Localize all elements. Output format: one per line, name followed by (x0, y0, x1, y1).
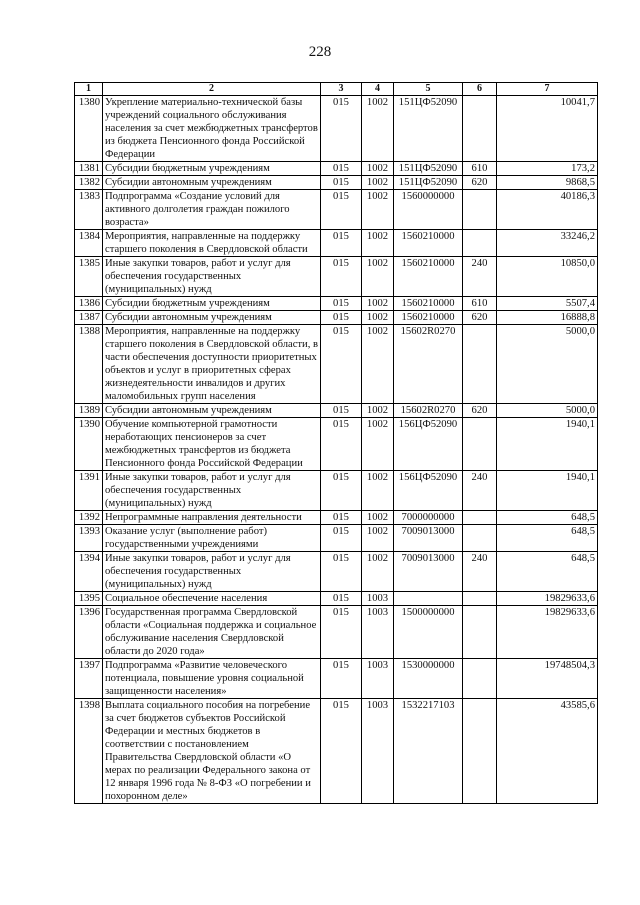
section-code: 1002 (362, 404, 394, 418)
expense-type-code (463, 325, 497, 404)
amount: 648,5 (497, 552, 598, 592)
section-code: 1002 (362, 471, 394, 511)
row-description: Обучение компьютерной грамотности неработающих пенсионеров за счет межбюджетных трансфертов из бюджета Пенсионного фонда Российской Федерации (103, 418, 321, 471)
target-article-code: 156ЦФ52090 (394, 418, 463, 471)
row-number: 1391 (75, 471, 103, 511)
expense-type-code: 240 (463, 552, 497, 592)
section-code: 1002 (362, 418, 394, 471)
ministry-code: 015 (321, 176, 362, 190)
target-article-code: 15602R0270 (394, 325, 463, 404)
target-article-code: 151ЦФ52090 (394, 162, 463, 176)
row-number: 1390 (75, 418, 103, 471)
section-code: 1002 (362, 257, 394, 297)
ministry-code: 015 (321, 311, 362, 325)
table-row (75, 404, 598, 418)
ministry-code: 015 (321, 592, 362, 606)
ministry-code: 015 (321, 418, 362, 471)
section-code: 1002 (362, 511, 394, 525)
ministry-code: 015 (321, 471, 362, 511)
ministry-code: 015 (321, 257, 362, 297)
expense-type-code (463, 525, 497, 552)
section-code: 1002 (362, 96, 394, 162)
ministry-code: 015 (321, 190, 362, 230)
expense-type-code (463, 96, 497, 162)
amount: 10850,0 (497, 257, 598, 297)
row-number: 1394 (75, 552, 103, 592)
amount: 648,5 (497, 511, 598, 525)
table-row (75, 325, 598, 404)
row-number: 1398 (75, 699, 103, 804)
amount: 1940,1 (497, 471, 598, 511)
target-article-code: 1560210000 (394, 230, 463, 257)
table-row (75, 699, 598, 804)
table-body (75, 96, 598, 804)
table-row (75, 230, 598, 257)
amount: 19829633,6 (497, 592, 598, 606)
ministry-code: 015 (321, 606, 362, 659)
table-row (75, 176, 598, 190)
column-header: 2 (103, 83, 321, 96)
row-description: Иные закупки товаров, работ и услуг для обеспечения государственных (муниципальных) нужд (103, 471, 321, 511)
table-row (75, 606, 598, 659)
target-article-code: 1560000000 (394, 190, 463, 230)
ministry-code: 015 (321, 297, 362, 311)
amount: 5000,0 (497, 404, 598, 418)
amount: 173,2 (497, 162, 598, 176)
column-header: 1 (75, 83, 103, 96)
row-description: Подпрограмма «Развитие человеческого потенциала, повышение уровня социальной защищенности населения» (103, 659, 321, 699)
expense-type-code: 240 (463, 257, 497, 297)
amount: 40186,3 (497, 190, 598, 230)
expense-type-code (463, 190, 497, 230)
table-row (75, 297, 598, 311)
expense-type-code: 620 (463, 404, 497, 418)
target-article-code: 1560210000 (394, 311, 463, 325)
row-description: Оказание услуг (выполнение работ) государственными учреждениями (103, 525, 321, 552)
ministry-code: 015 (321, 404, 362, 418)
row-description: Социальное обеспечение населения (103, 592, 321, 606)
table-row (75, 471, 598, 511)
target-article-code: 1530000000 (394, 659, 463, 699)
table-row (75, 418, 598, 471)
table-header-row (75, 83, 598, 96)
page-number: 228 (308, 44, 332, 60)
section-code: 1003 (362, 606, 394, 659)
section-code: 1002 (362, 525, 394, 552)
ministry-code: 015 (321, 325, 362, 404)
row-number: 1388 (75, 325, 103, 404)
ministry-code: 015 (321, 162, 362, 176)
expense-type-code (463, 230, 497, 257)
amount: 19829633,6 (497, 606, 598, 659)
target-article-code: 1532217103 (394, 699, 463, 804)
amount: 33246,2 (497, 230, 598, 257)
table-row (75, 190, 598, 230)
target-article-code: 151ЦФ52090 (394, 176, 463, 190)
row-description: Выплата социального пособия на погребение за счет бюджетов субъектов Российской Федерации и местных бюджетов в соответствии с постановлением Правительства Свердловской области «О мерах по реализации Федерального закона от 12 января 1996 года № 8-ФЗ «О погребении и похоронном деле» (103, 699, 321, 804)
table-row (75, 311, 598, 325)
row-description: Иные закупки товаров, работ и услуг для обеспечения государственных (муниципальных) нужд (103, 552, 321, 592)
table-row (75, 511, 598, 525)
section-code: 1002 (362, 325, 394, 404)
ministry-code: 015 (321, 230, 362, 257)
target-article-code: 156ЦФ52090 (394, 471, 463, 511)
row-number: 1387 (75, 311, 103, 325)
table-row (75, 96, 598, 162)
target-article-code: 7009013000 (394, 525, 463, 552)
column-header: 5 (394, 83, 463, 96)
section-code: 1002 (362, 311, 394, 325)
row-description: Субсидии автономным учреждениям (103, 176, 321, 190)
row-number: 1380 (75, 96, 103, 162)
section-code: 1002 (362, 552, 394, 592)
row-description: Государственная программа Свердловской области «Социальная поддержка и социальное обслуживание населения Свердловской области до 2020 года» (103, 606, 321, 659)
section-code: 1003 (362, 699, 394, 804)
ministry-code: 015 (321, 96, 362, 162)
expense-type-code (463, 511, 497, 525)
table-row (75, 592, 598, 606)
row-number: 1392 (75, 511, 103, 525)
expense-type-code: 620 (463, 311, 497, 325)
row-number: 1389 (75, 404, 103, 418)
row-number: 1393 (75, 525, 103, 552)
row-description: Субсидии бюджетным учреждениям (103, 297, 321, 311)
row-number: 1383 (75, 190, 103, 230)
row-number: 1381 (75, 162, 103, 176)
row-description: Иные закупки товаров, работ и услуг для обеспечения государственных (муниципальных) нужд (103, 257, 321, 297)
column-header: 7 (497, 83, 598, 96)
budget-table (74, 82, 598, 804)
section-code: 1002 (362, 176, 394, 190)
expense-type-code (463, 699, 497, 804)
target-article-code: 7009013000 (394, 552, 463, 592)
amount: 1940,1 (497, 418, 598, 471)
row-description: Укрепление материально-технической базы учреждений социального обслуживания населения за счет межбюджетных трансфертов из бюджета Пенсионного фонда Российской Федерации (103, 96, 321, 162)
expense-type-code (463, 592, 497, 606)
expense-type-code (463, 606, 497, 659)
ministry-code: 015 (321, 659, 362, 699)
expense-type-code: 610 (463, 297, 497, 311)
target-article-code: 15602R0270 (394, 404, 463, 418)
section-code: 1003 (362, 592, 394, 606)
ministry-code: 015 (321, 699, 362, 804)
expense-type-code (463, 659, 497, 699)
ministry-code: 015 (321, 525, 362, 552)
row-description: Субсидии бюджетным учреждениям (103, 162, 321, 176)
amount: 10041,7 (497, 96, 598, 162)
table-row (75, 525, 598, 552)
section-code: 1002 (362, 297, 394, 311)
target-article-code: 1560210000 (394, 257, 463, 297)
ministry-code: 015 (321, 552, 362, 592)
row-number: 1386 (75, 297, 103, 311)
target-article-code (394, 592, 463, 606)
target-article-code: 1560210000 (394, 297, 463, 311)
table-row (75, 162, 598, 176)
expense-type-code: 610 (463, 162, 497, 176)
ministry-code: 015 (321, 511, 362, 525)
section-code: 1002 (362, 230, 394, 257)
row-description: Мероприятия, направленные на поддержку старшего поколения в Свердловской области, в части обеспечения доступности приоритетных объектов и услуг в приоритетных сферах жизнедеятельности инвалидов и других маломобильных групп населения (103, 325, 321, 404)
amount: 9868,5 (497, 176, 598, 190)
amount: 648,5 (497, 525, 598, 552)
row-description: Непрограммные направления деятельности (103, 511, 321, 525)
section-code: 1003 (362, 659, 394, 699)
row-number: 1395 (75, 592, 103, 606)
expense-type-code: 620 (463, 176, 497, 190)
column-header: 4 (362, 83, 394, 96)
column-header: 3 (321, 83, 362, 96)
table-row (75, 257, 598, 297)
target-article-code: 151ЦФ52090 (394, 96, 463, 162)
row-number: 1384 (75, 230, 103, 257)
row-description: Субсидии автономным учреждениям (103, 311, 321, 325)
amount: 43585,6 (497, 699, 598, 804)
amount: 19748504,3 (497, 659, 598, 699)
target-article-code: 1500000000 (394, 606, 463, 659)
expense-type-code: 240 (463, 471, 497, 511)
column-header: 6 (463, 83, 497, 96)
row-description: Подпрограмма «Создание условий для активного долголетия граждан пожилого возраста» (103, 190, 321, 230)
amount: 5507,4 (497, 297, 598, 311)
table-row (75, 659, 598, 699)
row-number: 1397 (75, 659, 103, 699)
row-number: 1382 (75, 176, 103, 190)
amount: 5000,0 (497, 325, 598, 404)
row-number: 1396 (75, 606, 103, 659)
amount: 16888,8 (497, 311, 598, 325)
expense-type-code (463, 418, 497, 471)
target-article-code: 7000000000 (394, 511, 463, 525)
row-description: Субсидии автономным учреждениям (103, 404, 321, 418)
section-code: 1002 (362, 162, 394, 176)
row-number: 1385 (75, 257, 103, 297)
table-row (75, 552, 598, 592)
row-description: Мероприятия, направленные на поддержку старшего поколения в Свердловской области (103, 230, 321, 257)
section-code: 1002 (362, 190, 394, 230)
